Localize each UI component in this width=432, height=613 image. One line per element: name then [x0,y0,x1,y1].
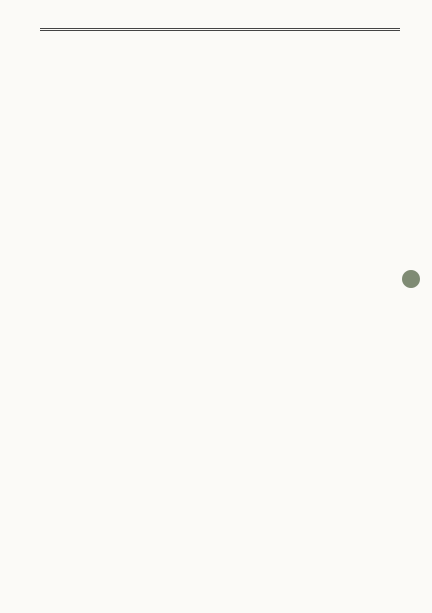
header-rule [40,28,400,29]
page-number-badge [402,270,420,288]
header-rule-thin [40,30,400,31]
journal-title-en [410,420,430,600]
page-header [40,12,400,26]
